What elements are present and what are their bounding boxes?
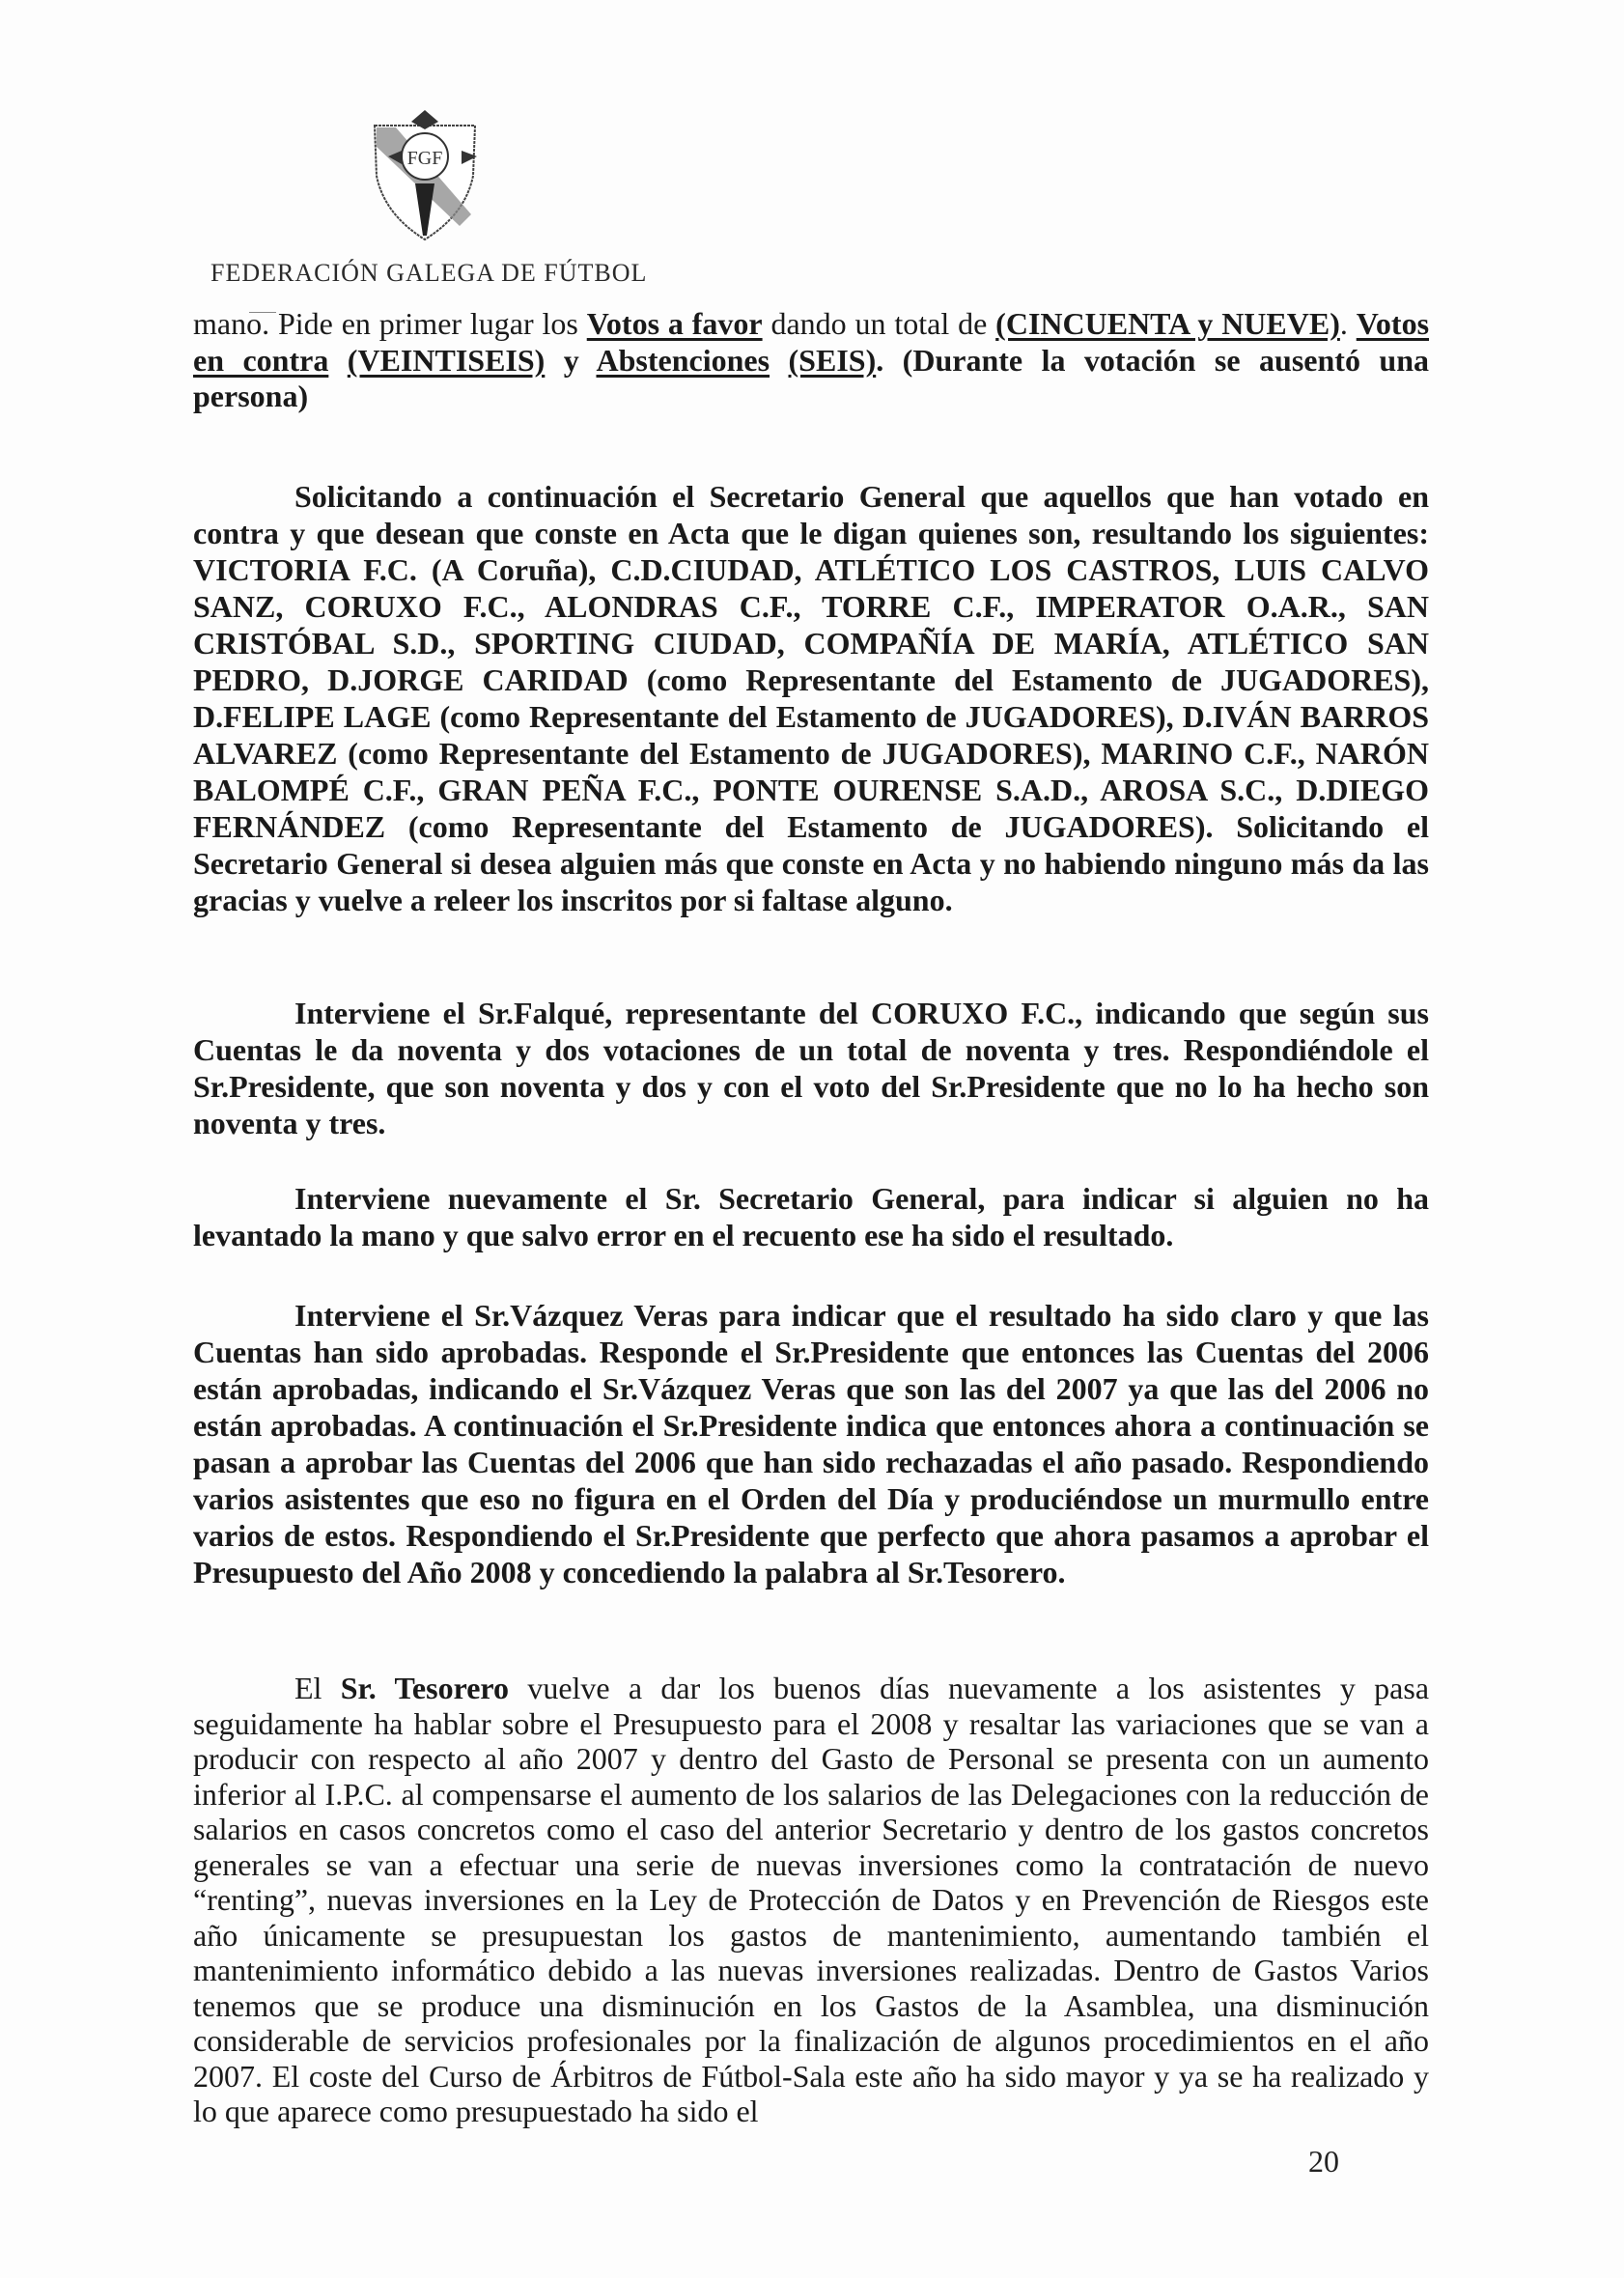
paragraph-treasurer-budget: [193, 1671, 1429, 2129]
votes-against-count: (VEINTISEIS): [347, 343, 546, 378]
absence-note: . (Durante la votación se ausentó una persona): [193, 343, 1430, 413]
shield-crest-icon: [357, 108, 492, 243]
text: vuelve a dar los buenos días nuevamente a los asistentes y pasa seguidamente ha hablar sobre el Presupuesto para el 2008 y resaltar las variaciones que se van a producir con respecto al año 2007 y dentro del Gasto de Personal se presenta con un aumento inferior al I.P.C. al compensarse el aumento de los salarios de las Delegaciones con la reducción de salarios en casos concretos como el caso del anterior Secretario y dentro de los gastos concretos generales se van a efectuar una serie de nuevas inversiones como la contratación de nuevo “renting”, nuevas inversiones en la Ley de Protección de Datos y en Prevención de Riesgos este año únicamente se presupuestan los gastos de mantenimiento, aumentando también el mantenimiento informático debido a las nuevas inversiones realizadas. Dentro de Gastos Varios tenemos que se produce una disminución en los Gastos de la Asamblea, una disminución considerable de servicios profesionales por la finalización de algunos procedimientos en el año 2007. El coste del Curso de Árbitros de Fútbol-Sala este año ha sido mayor y ya se ha realizado y lo que aparece como presupuestado ha sido el: [193, 1671, 1430, 2128]
text: [770, 343, 788, 378]
paragraph-vazquez-veras-intervention: Interviene el Sr.Vázquez Veras para indicar que el resultado ha sido claro y que las Cuentas han sido aprobadas. Responde el Sr.Presidente que entonces las Cuentas del 2006 están aprobadas, indicando el Sr.Vázquez Veras que son las del 2007 ya que las del 2006 no están aprobadas. A continuación el Sr.Presidente indica que entonces ahora a continuación se pasan a aprobar las Cuentas del 2006 que han sido rechazadas el año pasado. Respondiendo varios asistentes que eso no figura en el Orden del Día y produciéndose un murmullo entre varios de estos. Respondiendo el Sr.Presidente que perfecto que ahora pasamos a aprobar el Presupuesto del Año 2008 y concediendo la palabra al Sr.Tesorero.: [193, 1298, 1429, 1589]
text: El: [294, 1671, 341, 1705]
organization-name: FEDERACIÓN GALEGA DE FÚTBOL: [210, 259, 648, 287]
page-number: 20: [1308, 2144, 1339, 2179]
votes-for-label: Votos a favor: [586, 306, 763, 341]
votes-against-label: Votos en contra: [193, 306, 1430, 378]
paragraph-votes-against-list: Solicitando a continuación el Secretario General que aquellos que han votado en contra y que desean que conste en Acta que le digan quienes son, resultando los siguientes: VICTORIA F.C. (A Coruña), C.D.CIUDAD, ATLÉTICO LOS CASTROS, LUIS CALVO SANZ, CORUXO F.C., ALONDRAS C.F., TORRE C.F., IMPERATOR O.A.R., SAN CRISTÓBAL S.D., SPORTING CIUDAD, COMPAÑÍA DE MARÍA, ATLÉTICO SAN PEDRO, D.JORGE CARIDAD (como Representante del Estamento de JUGADORES), D.FELIPE LAGE (como Representante del Estamento de JUGADORES), D.IVÁN BARROS ALVAREZ (como Representante del Estamento de JUGADORES), MARINO C.F., NARÓN BALOMPÉ C.F., GRAN PEÑA F.C., PONTE OURENSE S.A.D., AROSA S.C., D.DIEGO FERNÁNDEZ (como Representante del Estamento de JUGADORES). Solicitando el Secretario General si desea alguien más que conste en Acta y no habiendo ninguno más da las gracias y vuelve a releer los inscritos por si faltase alguno.: [193, 479, 1429, 917]
text: dando un total de: [762, 306, 996, 341]
treasurer-name: Sr. Tesorero: [340, 1671, 510, 1705]
paragraph-falque-intervention: Interviene el Sr.Falqué, representante del CORUXO F.C., indicando que según sus Cuentas le da noventa y dos votaciones de un total de noventa y tres. Respondiéndole el Sr.Presidente, que son noventa y dos y con el voto del Sr.Presidente que no lo ha hecho son noventa y tres.: [193, 996, 1429, 1140]
text: mano. Pide en primer lugar los: [193, 306, 587, 341]
svg-text:FGF: FGF: [406, 148, 443, 169]
paragraph-vote-results: [193, 306, 1429, 414]
votes-for-count: (CINCUENTA y NUEVE): [995, 306, 1340, 341]
abstentions-count: (SEIS): [788, 343, 877, 378]
text: y: [545, 343, 597, 378]
paragraph-secretary-intervention: Interviene nuevamente el Sr. Secretario General, para indicar si alguien no ha levantado la mano y que salvo error en el recuento ese ha sido el resultado.: [193, 1181, 1429, 1252]
text: [328, 343, 347, 378]
text: .: [1339, 306, 1357, 341]
abstentions-label: Abstenciones: [596, 343, 770, 378]
